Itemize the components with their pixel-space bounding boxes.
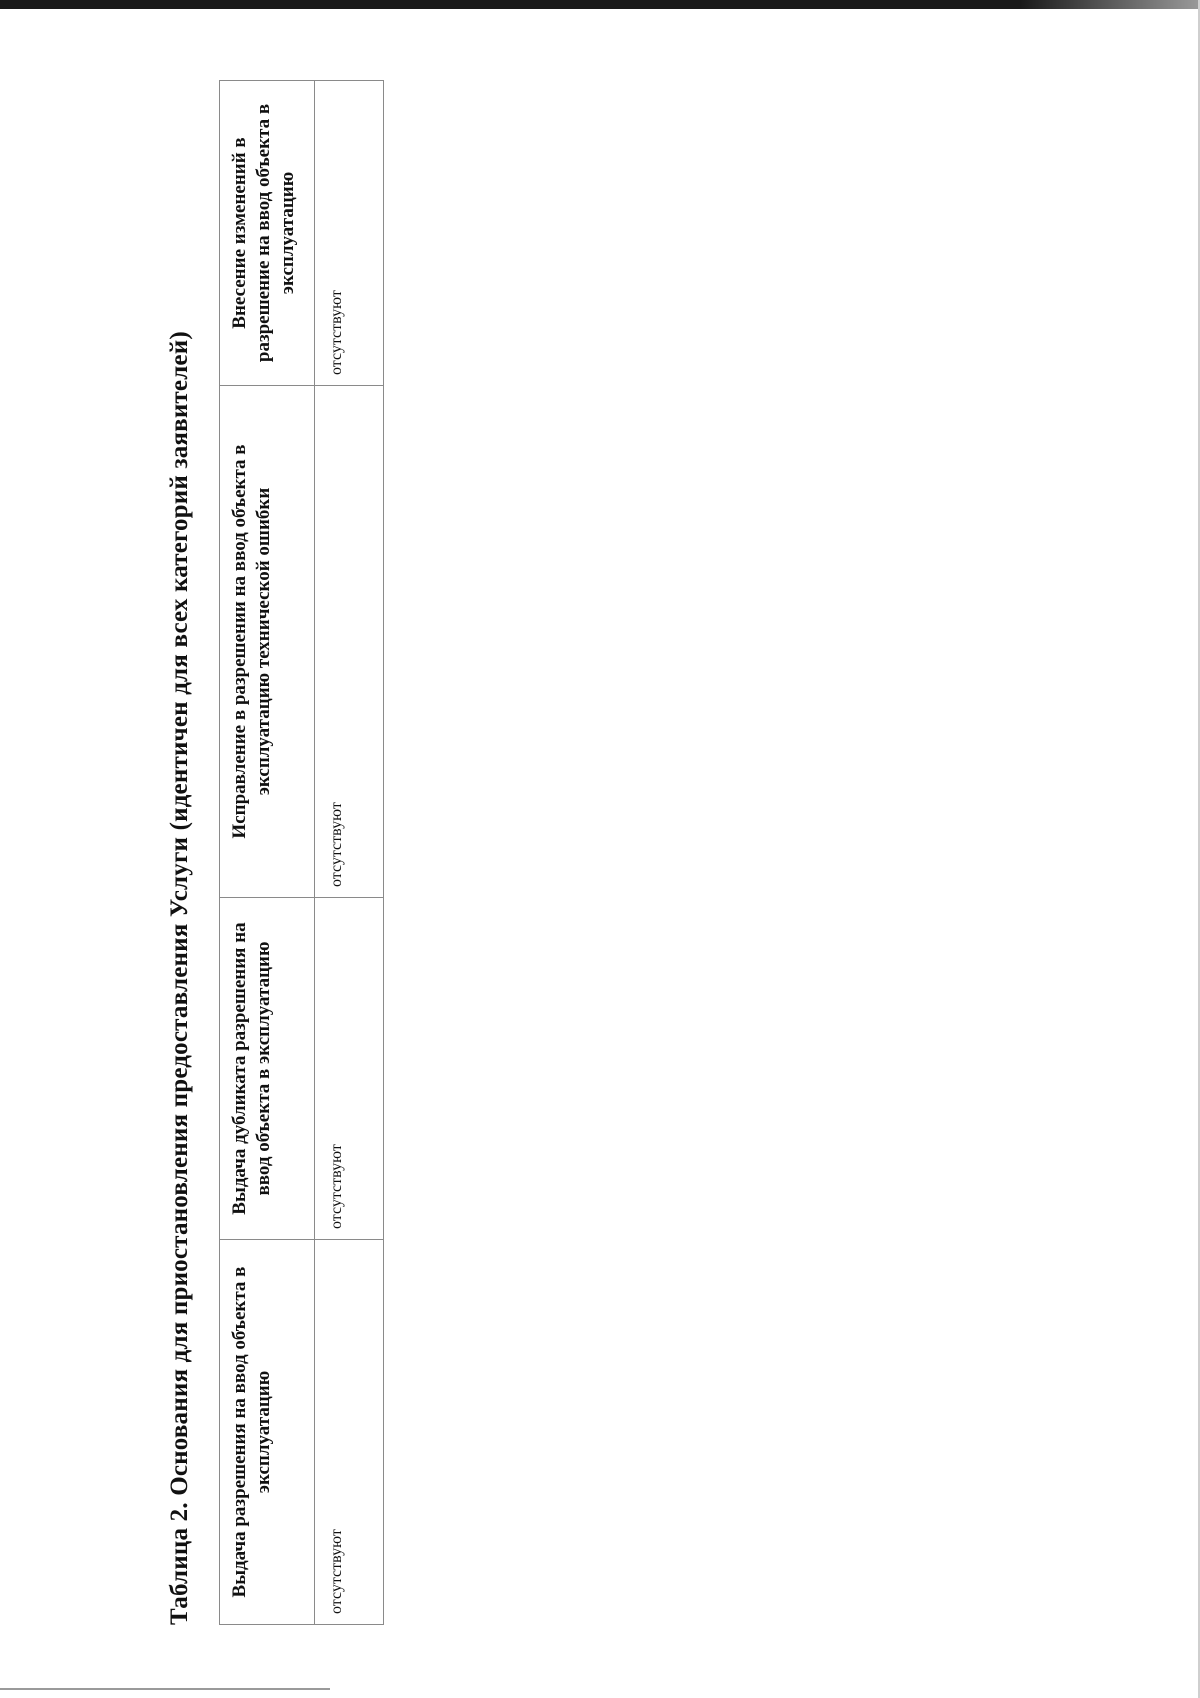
table-header-row <box>220 81 315 1625</box>
scan-top-edge <box>0 0 1200 9</box>
suspension-grounds-table <box>219 80 384 1625</box>
column-header: Выдача разрешения на ввод объекта в эксплуатацию <box>220 1240 315 1625</box>
column-header: Выдача дубликата разрешения на ввод объекта в эксплуатацию <box>220 898 315 1240</box>
table-title: Таблица 2. Основания для приостановления предоставления Услуги (идентичен для всех категорий заявителей) <box>166 331 193 1625</box>
column-header: Внесение изменений в разрешение на ввод объекта в эксплуатацию <box>220 81 315 386</box>
table-row <box>315 81 384 1625</box>
table-cell: отсутствуют <box>315 1240 384 1625</box>
scan-bottom-line <box>0 1688 330 1690</box>
column-header: Исправление в разрешении на ввод объекта в эксплуатацию технической ошибки <box>220 386 315 898</box>
table-cell: отсутствуют <box>315 81 384 386</box>
table-cell: отсутствуют <box>315 898 384 1240</box>
table-cell: отсутствуют <box>315 386 384 898</box>
rotated-page-content <box>165 65 525 1625</box>
